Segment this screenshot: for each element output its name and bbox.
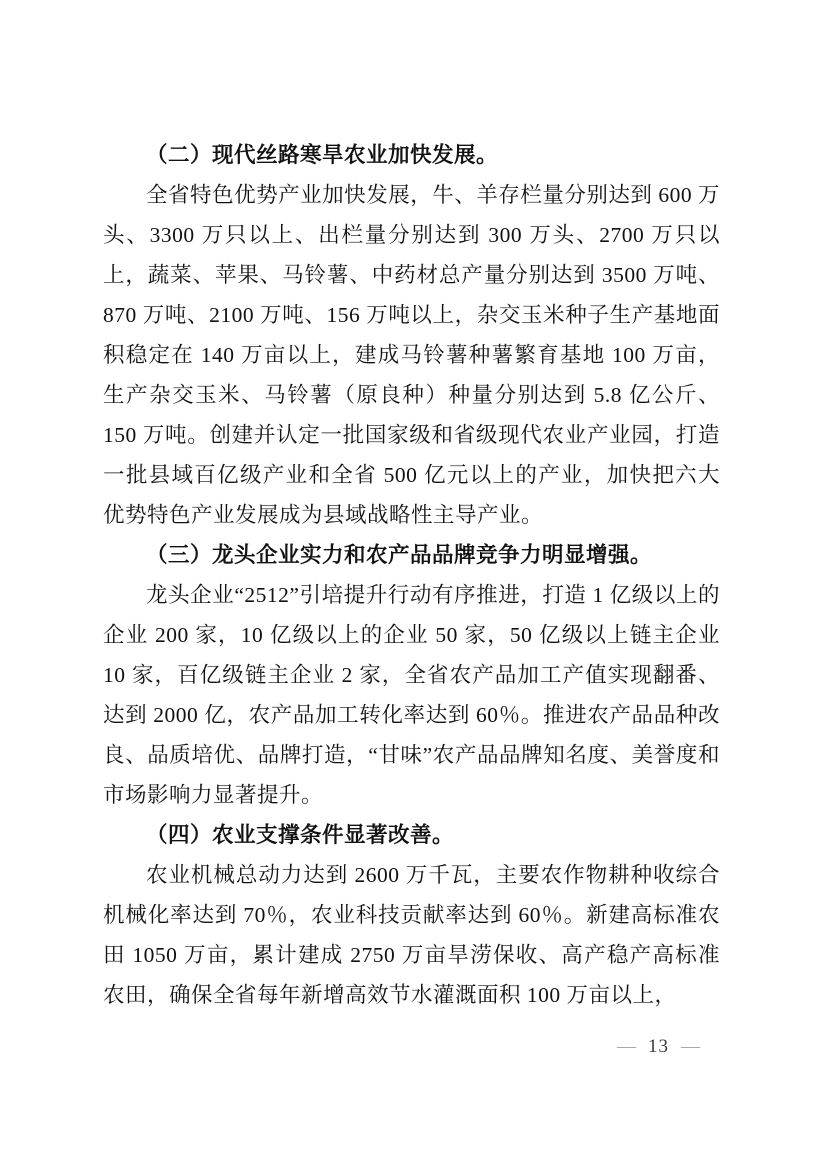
document-body	[103, 135, 720, 1015]
section-paragraph: 全省特色优势产业加快发展，牛、羊存栏量分别达到 600 万头、3300 万只以上、出栏量分别达到 300 万头、2700 万只以上，蔬菜、苹果、马铃薯、中药材总产量分别达到 3500 万吨、870 万吨、2100 万吨、156 万吨以上，杂交玉米种子生产基地面积稳定在 140 万亩以上，建成马铃薯种薯繁育基地 100 万亩，生产杂交玉米、马铃薯（原良种）种量分别达到 5.8 亿公斤、150 万吨。创建并认定一批国家级和省级现代农业产业园，打造一批县域百亿级产业和全省 500 亿元以上的产业，加快把六大优势特色产业发展成为县域战略性主导产业。	[103, 183, 720, 527]
footer-dash-right: —	[681, 1036, 700, 1057]
section-heading-4: （四）农业支撑条件显著改善。	[146, 823, 455, 847]
footer-dash-left: —	[617, 1036, 636, 1057]
section-paragraph: 农业机械总动力达到 2600 万千瓦，主要农作物耕种收综合机械化率达到 70％，农业科技贡献率达到 60％。新建高标准农田 1050 万亩，累计建成 2750 万亩旱涝保收、高产稳产高标准农田，确保全省每年新增高效节水灌溉面积 100 万亩以上，	[103, 863, 720, 1007]
page-number: 13	[648, 1036, 669, 1057]
page-footer	[617, 1034, 700, 1060]
section-paragraph: 龙头企业“2512”引培提升行动有序推进，打造 1 亿级以上的企业 200 家，10 亿级以上的企业 50 家，50 亿级以上链主企业 10 家，百亿级链主企业 2 家，全省农产品加工产值实现翻番、达到 2000 亿，农产品加工转化率达到 60％。推进农产品品种改良、品质培优、品牌打造，“甘味”农产品品牌知名度、美誉度和市场影响力显著提升。	[103, 583, 720, 807]
section-heading-3: （三）龙头企业实力和农产品品牌竞争力明显增强。	[146, 543, 653, 567]
section-heading-2: （二）现代丝路寒旱农业加快发展。	[146, 143, 499, 167]
